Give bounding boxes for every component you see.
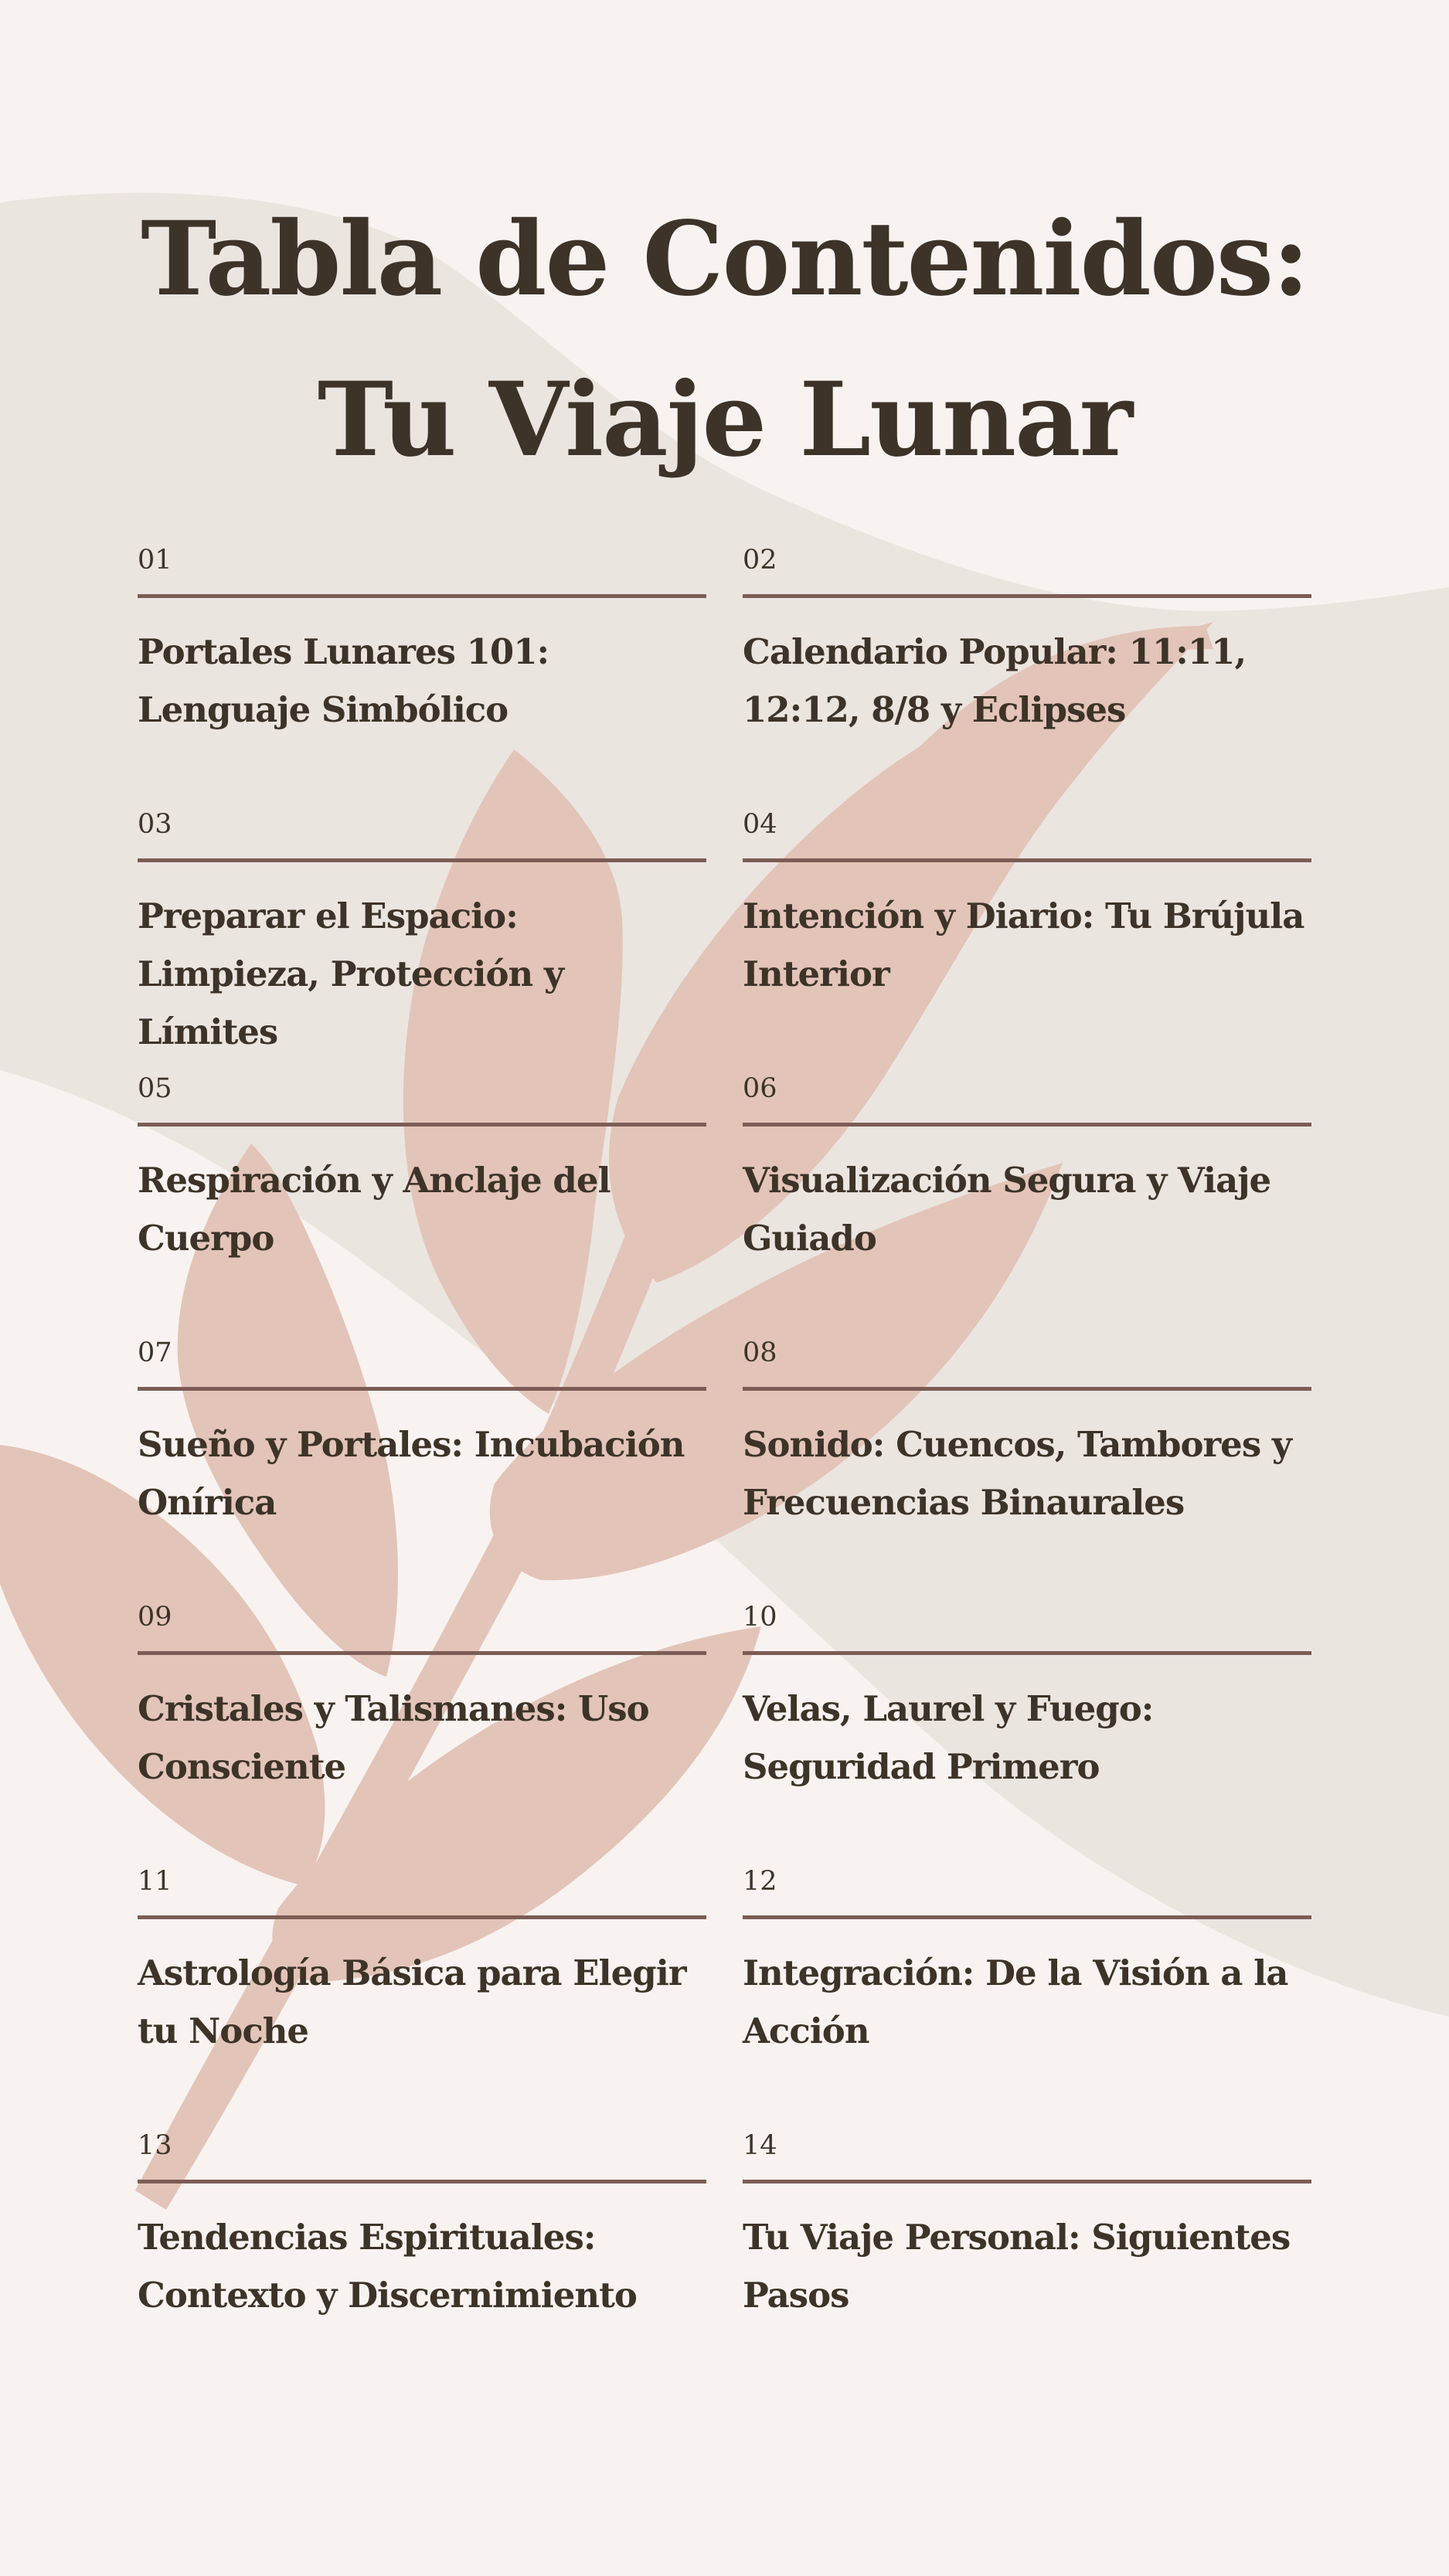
toc-entry-03 — [138, 805, 706, 1069]
entry-divider — [138, 858, 706, 862]
entry-divider — [138, 2180, 706, 2183]
entry-number: 13 — [138, 2130, 172, 2161]
entry-divider — [138, 1123, 706, 1127]
entry-title: Cristales y Talismanes: Uso Consciente — [138, 1688, 649, 1787]
entry-title: Sueño y Portales: Incubación Onírica — [138, 1424, 685, 1523]
entry-number: 07 — [138, 1337, 172, 1368]
toc-entry-01 — [138, 541, 706, 805]
entry-number: 10 — [743, 1602, 777, 1633]
toc-entry-06 — [743, 1069, 1311, 1334]
entry-divider — [743, 2180, 1311, 2183]
entry-title: Sonido: Cuencos, Tambores y Frecuencias Binaurales — [743, 1424, 1291, 1523]
entry-number: 12 — [743, 1866, 777, 1897]
entry-number: 09 — [138, 1602, 172, 1633]
entry-divider — [743, 1915, 1311, 1919]
entry-number: 14 — [743, 2130, 777, 2161]
entry-number: 11 — [138, 1866, 172, 1897]
page-title-line-2: Tu Viaje Lunar — [317, 360, 1132, 480]
entry-divider — [138, 594, 706, 598]
toc-entry-05 — [138, 1069, 706, 1334]
entry-divider — [743, 594, 1311, 598]
entry-divider — [138, 1387, 706, 1391]
entry-number: 06 — [743, 1073, 777, 1104]
entry-title: Preparar el Espacio: Limpieza, Protección y Límites — [138, 895, 564, 1052]
entry-number: 08 — [743, 1337, 777, 1368]
entry-divider — [138, 1915, 706, 1919]
entry-title: Portales Lunares 101: Lenguaje Simbólico — [138, 631, 549, 730]
toc-entry-11 — [138, 1862, 706, 2126]
toc-entry-09 — [138, 1598, 706, 1862]
page-title-line-1: Tabla de Contenidos: — [141, 199, 1308, 319]
toc-entry-10 — [743, 1598, 1311, 1862]
entry-title: Visualización Segura y Viaje Guiado — [743, 1160, 1271, 1259]
contents-list — [138, 541, 1312, 2391]
entry-divider — [743, 1387, 1311, 1391]
entry-number: 02 — [743, 545, 777, 576]
entry-title: Tu Viaje Personal: Siguientes Pasos — [743, 2217, 1291, 2316]
entry-title: Integración: De la Visión a la Acción — [743, 1952, 1288, 2051]
toc-entry-08 — [743, 1334, 1311, 1598]
entry-title: Calendario Popular: 11:11, 12:12, 8/8 y Eclipses — [743, 631, 1247, 730]
entry-divider — [743, 858, 1311, 862]
toc-entry-07 — [138, 1334, 706, 1598]
entry-title: Intención y Diario: Tu Brújula Interior — [743, 895, 1304, 994]
entry-divider — [743, 1651, 1311, 1655]
toc-entry-14 — [743, 2126, 1311, 2391]
entry-divider — [138, 1651, 706, 1655]
entry-title: Astrología Básica para Elegir tu Noche — [138, 1952, 686, 2051]
entry-divider — [743, 1123, 1311, 1127]
entry-number: 01 — [138, 545, 172, 576]
toc-entry-13 — [138, 2126, 706, 2391]
toc-entry-04 — [743, 805, 1311, 1069]
entry-number: 05 — [138, 1073, 172, 1104]
entry-title: Tendencias Espirituales: Contexto y Discernimiento — [138, 2217, 637, 2316]
toc-entry-02 — [743, 541, 1311, 805]
entry-number: 03 — [138, 809, 172, 840]
toc-entry-12 — [743, 1862, 1311, 2126]
entry-title: Respiración y Anclaje del Cuerpo — [138, 1160, 611, 1259]
page-title — [0, 179, 1449, 501]
entry-title: Velas, Laurel y Fuego: Seguridad Primero — [743, 1688, 1154, 1787]
entry-number: 04 — [743, 809, 777, 840]
